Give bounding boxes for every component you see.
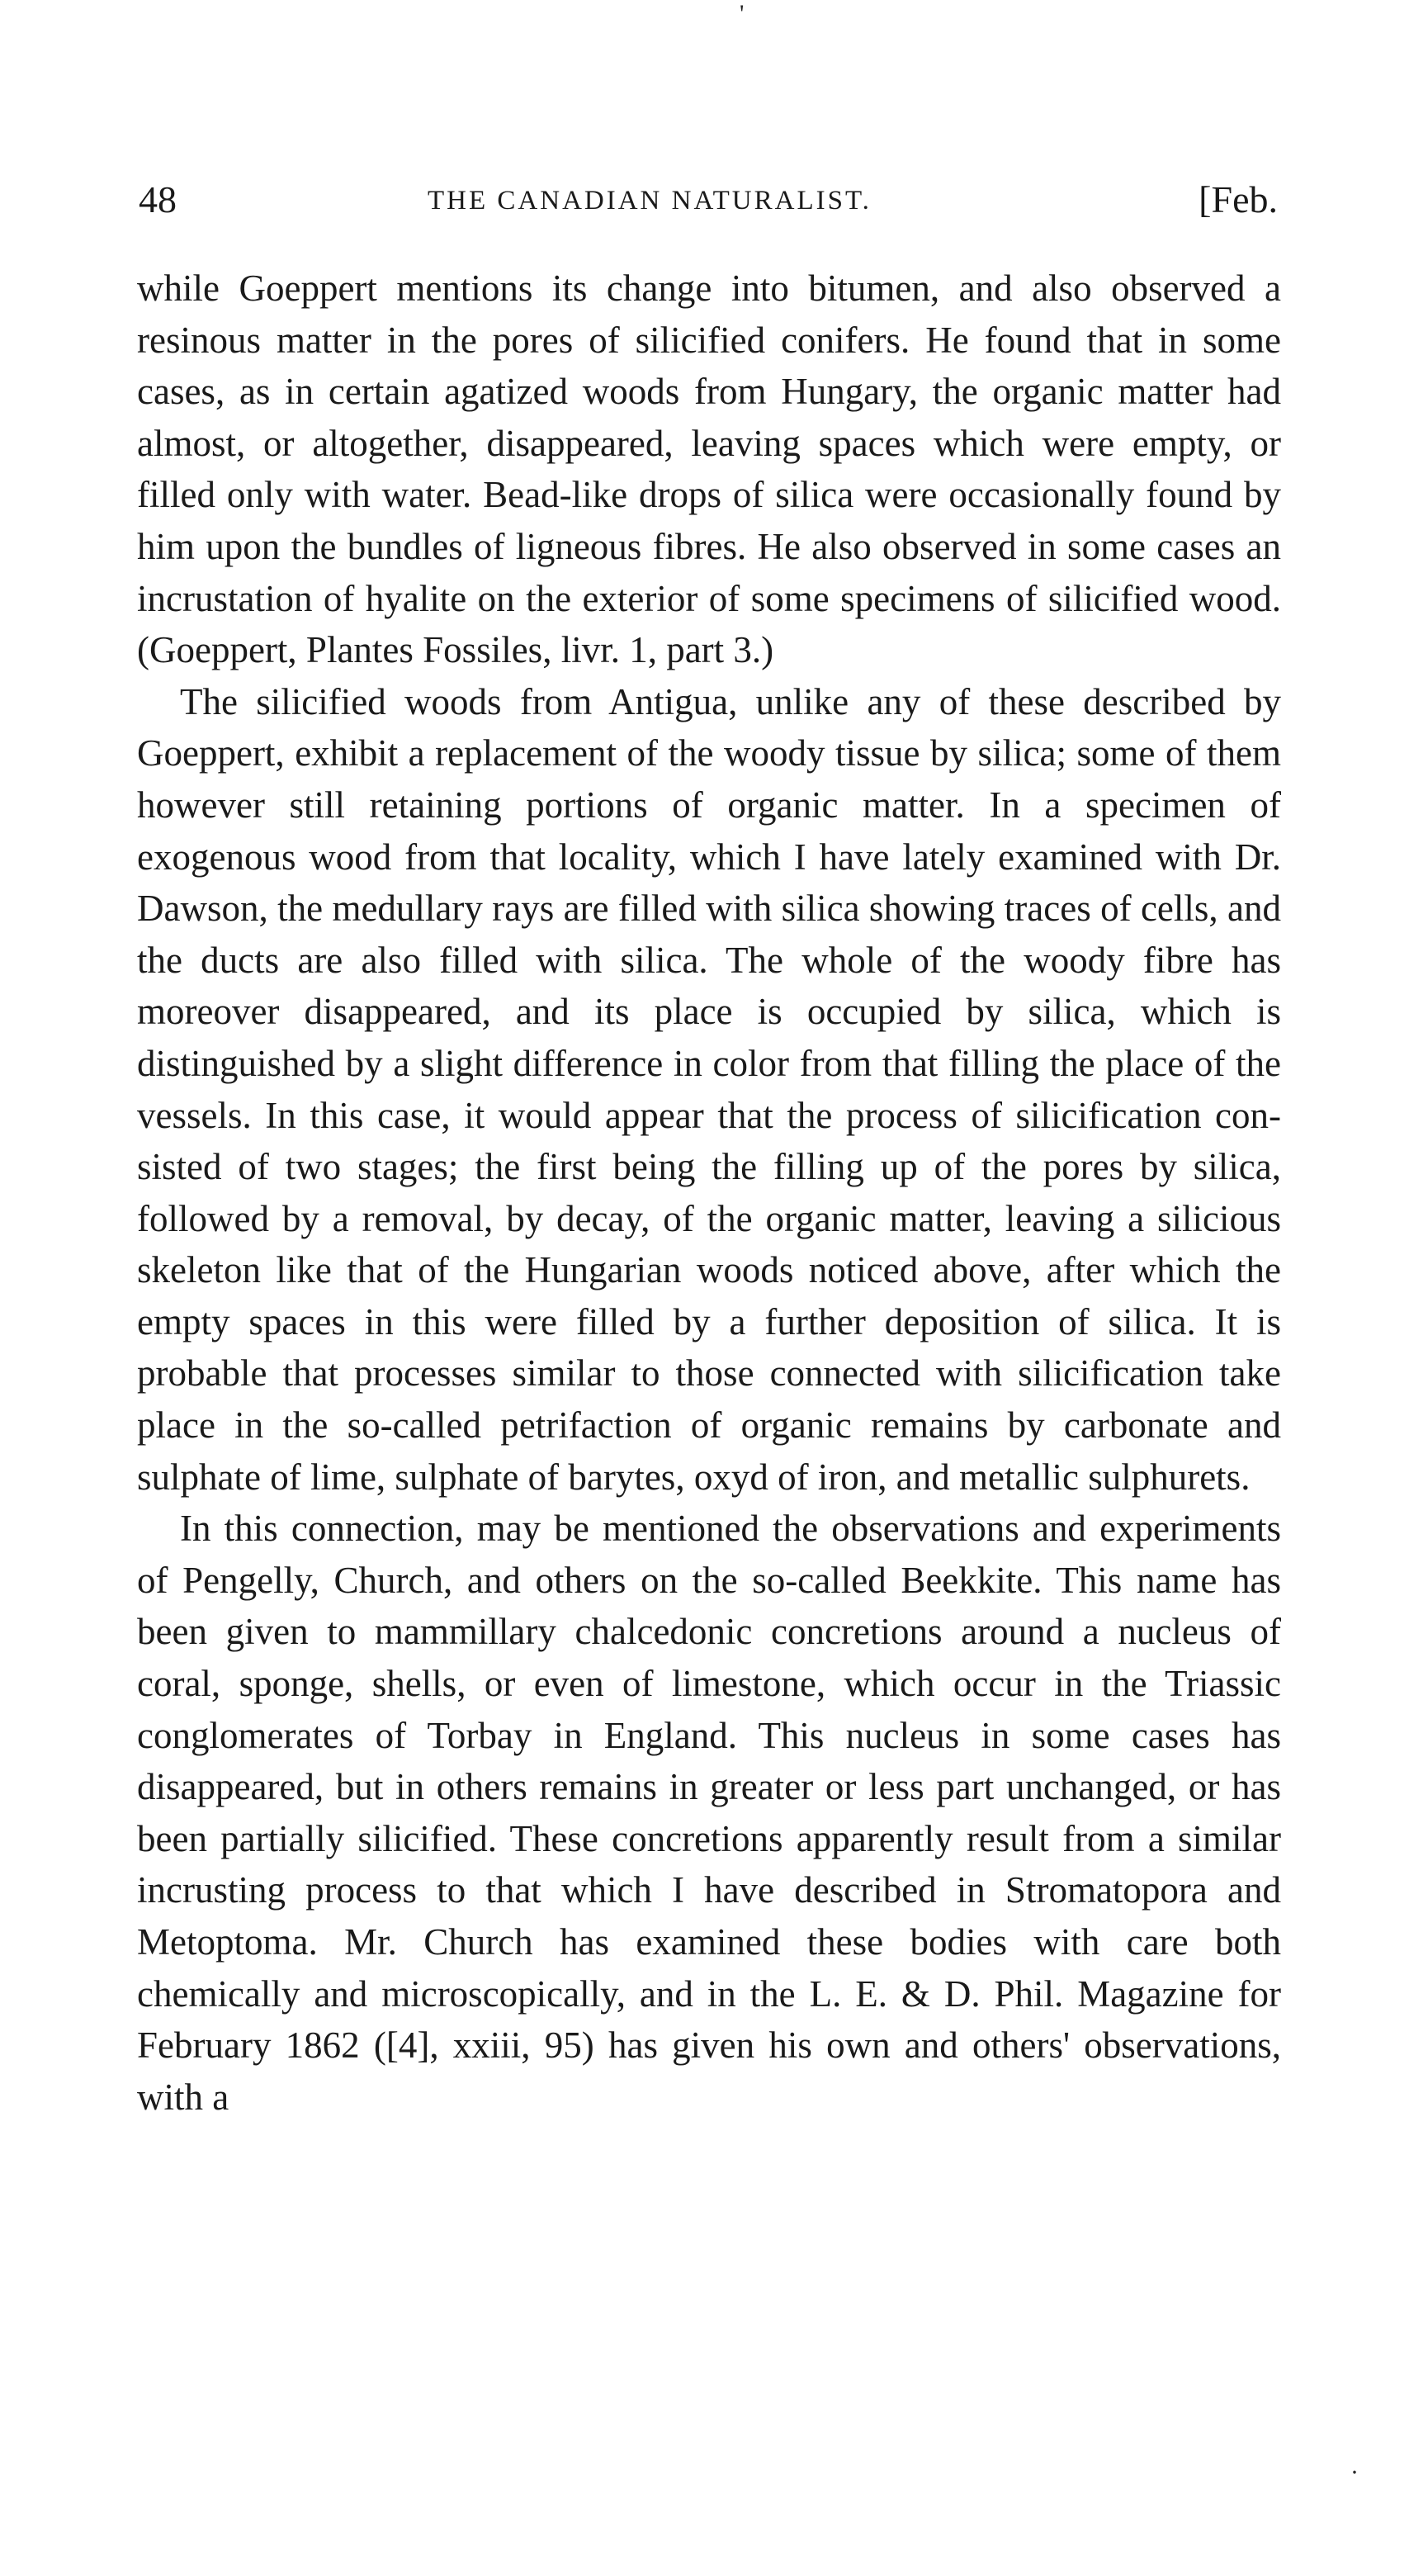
scan-mark-top: ' — [740, 0, 745, 27]
paragraph-3: In this connection, may be mentioned the observations and experiments of Pengelly, Church, and others on the so-called Beekkite. This name has been given to mammillary chalcedonic concretions around a nucleus of coral, sponge, shells, or even of limestone, which occur in the Triassic conglomerates of Torbay in England. This nucleus in some cases has disappeared, but in others remains in greater or less part unchanged, or has been partially silicified. These concretions apparently result from a similar incrusting process to that which I have described in Stromatopora and Metoptoma. Mr. Church has examined these bodies with care both chemically and microscopically, and in the L. E. & D. Phil. Magazine for February 1862 ([4], xxiii, 95) has given his own and others' observations, with a — [137, 1508, 1281, 2118]
paragraph-1: while Goeppert mentions its change into bitumen, and also observed a resinous matter in the pores of silicified conifers. He found that in some cases, as in certain agatized woods from Hungary, the organic matter had almost, or altogether, disappeared, leaving spaces which were empty, or filled only with water. Bead-like drops of silica were occasionally found by him upon the bundles of ligneous fibres. He also observed in some cases an incrustation of hyalite on the exterior of some specimens of silicified wood. (Goeppert, Plantes Fossiles, livr. 1, part 3.) — [137, 268, 1281, 671]
body-text — [137, 263, 1281, 2123]
running-header — [139, 175, 1278, 225]
running-date: [Feb. — [1199, 178, 1278, 220]
paragraph-2: The silicified woods from Antigua, unlike any of these described by Goeppert, exhibit a replacement of the woody tissue by silica; some of them however still retaining portions of organic matter. In a specimen of exogenous wood from that locality, which I have lately examined with Dr. Dawson, the medullary rays are filled with silica showing traces of cells, and the ducts are also filled with silica. The whole of the woody fibre has moreover disappeared, and its place is occupied by silica, which is distinguished by a slight difference in color from that filling the place of the vessels. In this case, it would appear that the process of silicification consisted of two stages; the first being the filling up of the pores by silica, followed by a removal, by decay, of the organic matter, leaving a silicious skeleton like that of the Hungarian woods noticed above, after which the empty spaces in this were filled by a further deposition of silica. It is probable that processes similar to those connected with silicification take place in the so-called petrifaction of organic remains by carbonate and sulphate of lime, sulphate of barytes, oxyd of iron, and metallic sulphurets. — [137, 680, 1281, 1498]
page-number: 48 — [139, 178, 177, 220]
scan-mark-bottom: · — [1350, 2459, 1359, 2486]
running-title: THE CANADIAN NATURALIST. — [428, 186, 872, 215]
